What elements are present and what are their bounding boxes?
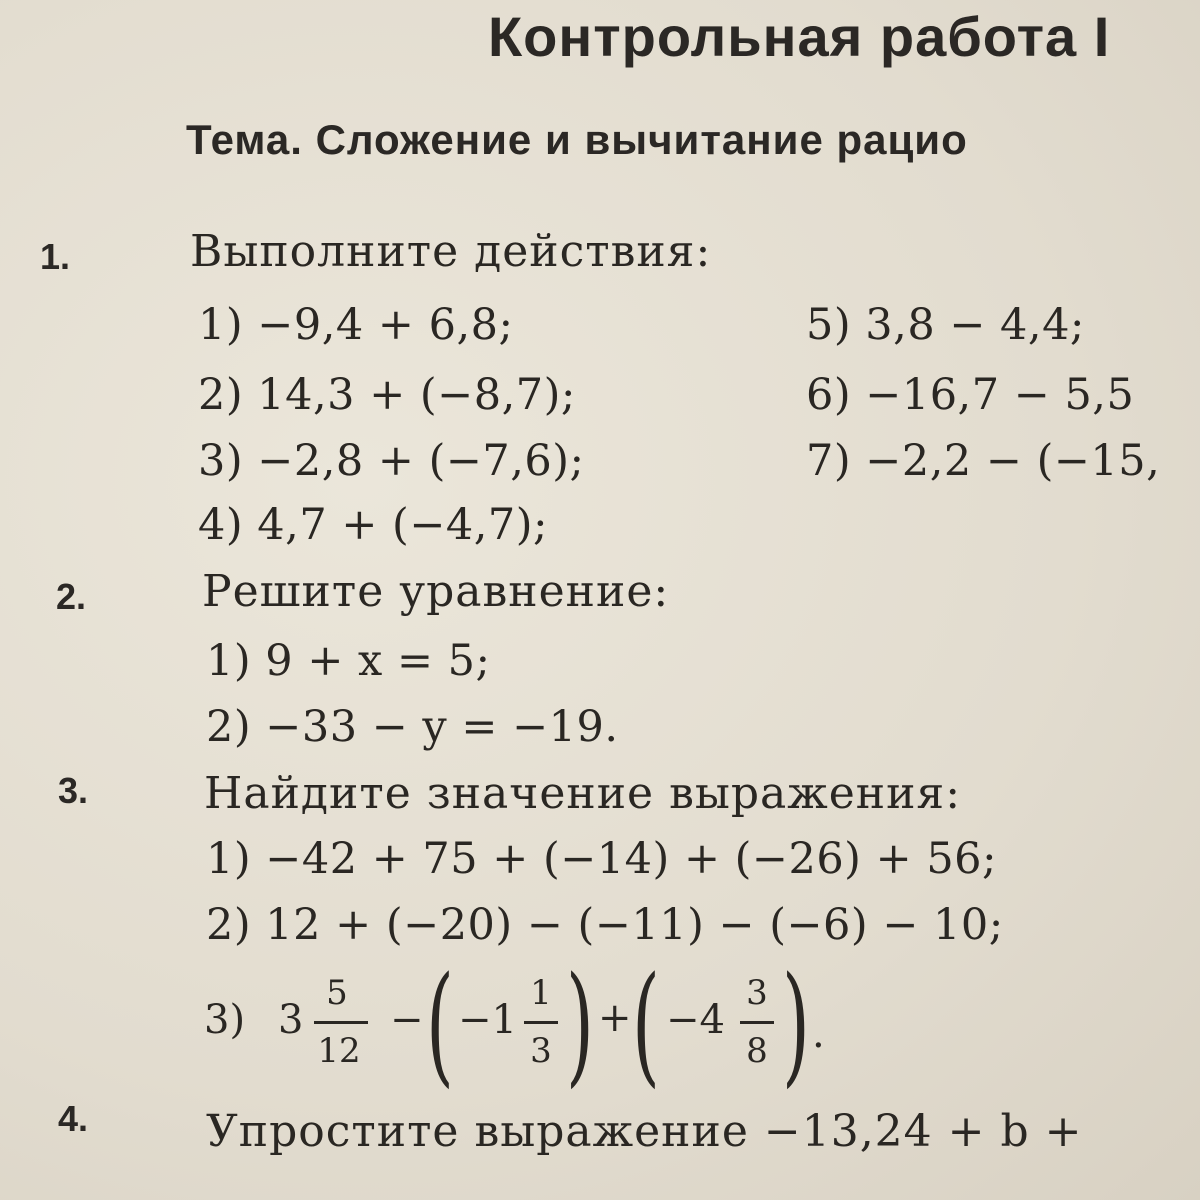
topic-text: Сложение и вычитание рацио xyxy=(315,116,968,163)
topic-label: Тема. xyxy=(186,116,303,163)
fraction-1-denominator: 12 xyxy=(317,1031,361,1071)
fraction-2-denominator: 3 xyxy=(530,1031,552,1071)
task-1-item-7: 7) −2,2 − (−15, xyxy=(806,436,1161,486)
item-label: 3) xyxy=(204,997,246,1043)
task-3-number: 3. xyxy=(58,770,89,811)
left-paren-1: ( xyxy=(426,948,454,1100)
task-4-instruction: Упростите выражение −13,24 + b + xyxy=(206,1106,1083,1157)
task-3-instruction: Найдите значение выражения: xyxy=(204,768,962,819)
plus-sign: + xyxy=(598,995,632,1041)
task-1-instruction: Выполните действия: xyxy=(190,226,712,277)
work-title: Контрольная работа I xyxy=(488,5,1111,68)
minus-sign: − xyxy=(390,997,424,1043)
task-2-instruction: Решите уравнение: xyxy=(202,566,670,617)
task-3-item-2: 2) 12 + (−20) − (−11) − (−6) − 10; xyxy=(206,900,1004,950)
fraction-2-bar xyxy=(524,1021,558,1024)
task-1-number: 1. xyxy=(40,236,71,277)
fraction-1-bar xyxy=(314,1021,368,1024)
task-3-item-1: 1) −42 + 75 + (−14) + (−26) + 56; xyxy=(206,834,998,884)
task-1-item-1: 1) −9,4 + 6,8; xyxy=(198,300,514,350)
task-1-item-2: 2) 14,3 + (−8,7); xyxy=(198,370,576,420)
task-2-item-1: 1) 9 + x = 5; xyxy=(206,636,491,686)
right-paren-2: ) xyxy=(782,948,810,1100)
fraction-2-whole: −1 xyxy=(458,997,517,1043)
task-4-number: 4. xyxy=(58,1098,89,1139)
right-paren-1: ) xyxy=(566,948,594,1100)
topic-line xyxy=(186,116,968,164)
left-paren-2: ( xyxy=(632,948,660,1100)
task-2-item-2: 2) −33 − y = −19. xyxy=(206,702,619,752)
fraction-3-whole: −4 xyxy=(666,997,725,1043)
fraction-3-numerator: 3 xyxy=(746,973,768,1013)
task-1-item-5: 5) 3,8 − 4,4; xyxy=(806,300,1085,350)
end-period: . xyxy=(812,1011,825,1057)
task-1-item-4: 4) 4,7 + (−4,7); xyxy=(198,500,549,550)
task-1-item-3: 3) −2,8 + (−7,6); xyxy=(198,436,585,486)
fraction-3-bar xyxy=(740,1021,774,1024)
fraction-3-denominator: 8 xyxy=(746,1031,768,1071)
task-2-number: 2. xyxy=(56,576,87,617)
fraction-2-numerator: 1 xyxy=(530,973,552,1013)
task-1-item-6: 6) −16,7 − 5,5 xyxy=(806,370,1135,420)
fraction-1-whole: 3 xyxy=(278,997,304,1043)
fraction-1-numerator: 5 xyxy=(326,973,348,1013)
